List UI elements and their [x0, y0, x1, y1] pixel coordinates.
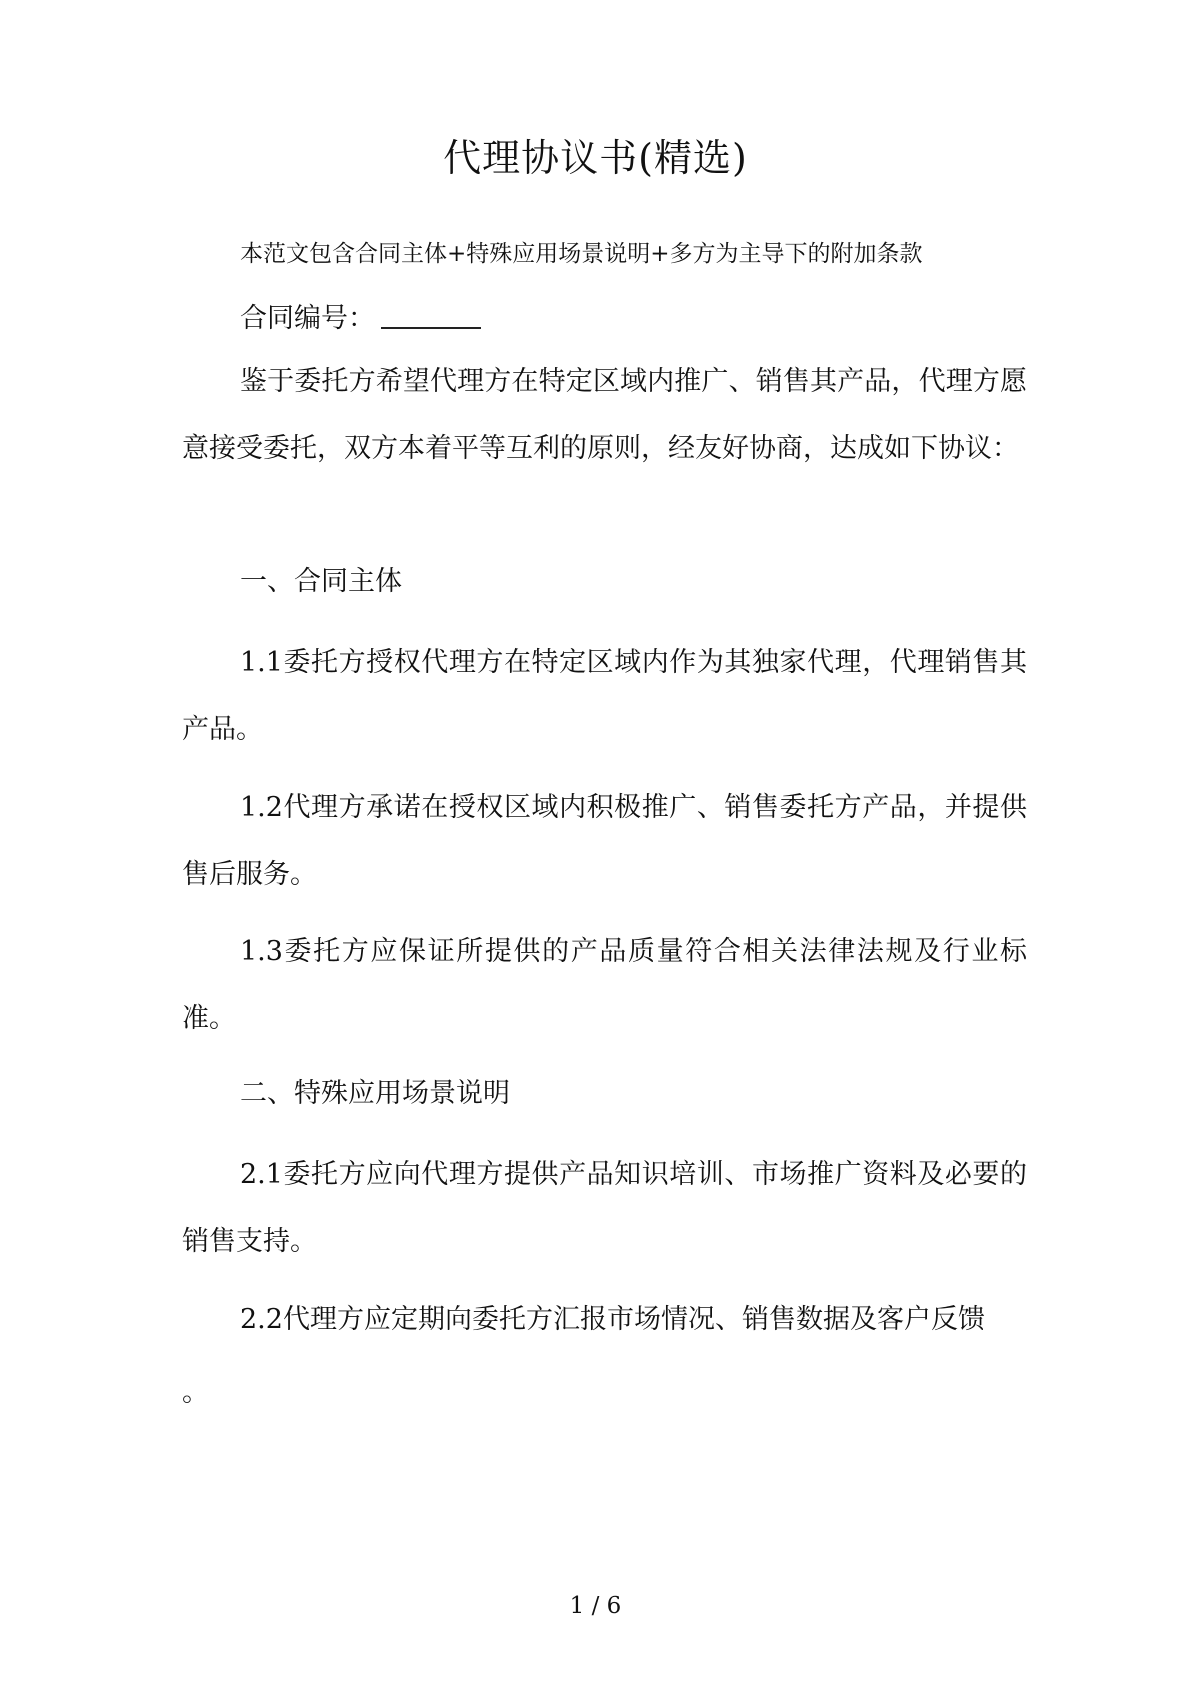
clause-1-1: 1.1委托方授权代理方在特定区域内作为其独家代理，代理销售其产品。 [182, 647, 1027, 745]
contract-number-label: 合同编号： [240, 303, 375, 334]
contract-number-blank [381, 327, 481, 329]
document-subtitle: 本范文包含合同主体+特殊应用场景说明+多方为主导下的附加条款 [240, 241, 923, 267]
contract-number-line [240, 301, 481, 337]
clause-2-2: 2.2代理方应定期向委托方汇报市场情况、销售数据及客户反馈 [240, 1304, 985, 1335]
clause-2-1: 2.1委托方应向代理方提供产品知识培训、市场推广资料及必要的销售支持。 [182, 1159, 1027, 1257]
clause-1-3: 1.3委托方应保证所提供的产品质量符合相关法律法规及行业标准。 [182, 936, 1027, 1034]
preamble-paragraph: 鉴于委托方希望代理方在特定区域内推广、销售其产品，代理方愿意接受委托，双方本着平等互利的原则，经友好协商，达成如下协议： [182, 366, 1027, 464]
clause-2-2-trailing-mark: 。 [182, 1377, 209, 1408]
page-number: 1 / 6 [569, 1593, 622, 1619]
clause-1-2: 1.2代理方承诺在授权区域内积极推广、销售委托方产品，并提供售后服务。 [182, 792, 1027, 890]
section-1-heading: 一、合同主体 [240, 566, 402, 597]
section-2-heading: 二、特殊应用场景说明 [240, 1078, 510, 1109]
document-title: 代理协议书(精选) [443, 136, 748, 180]
